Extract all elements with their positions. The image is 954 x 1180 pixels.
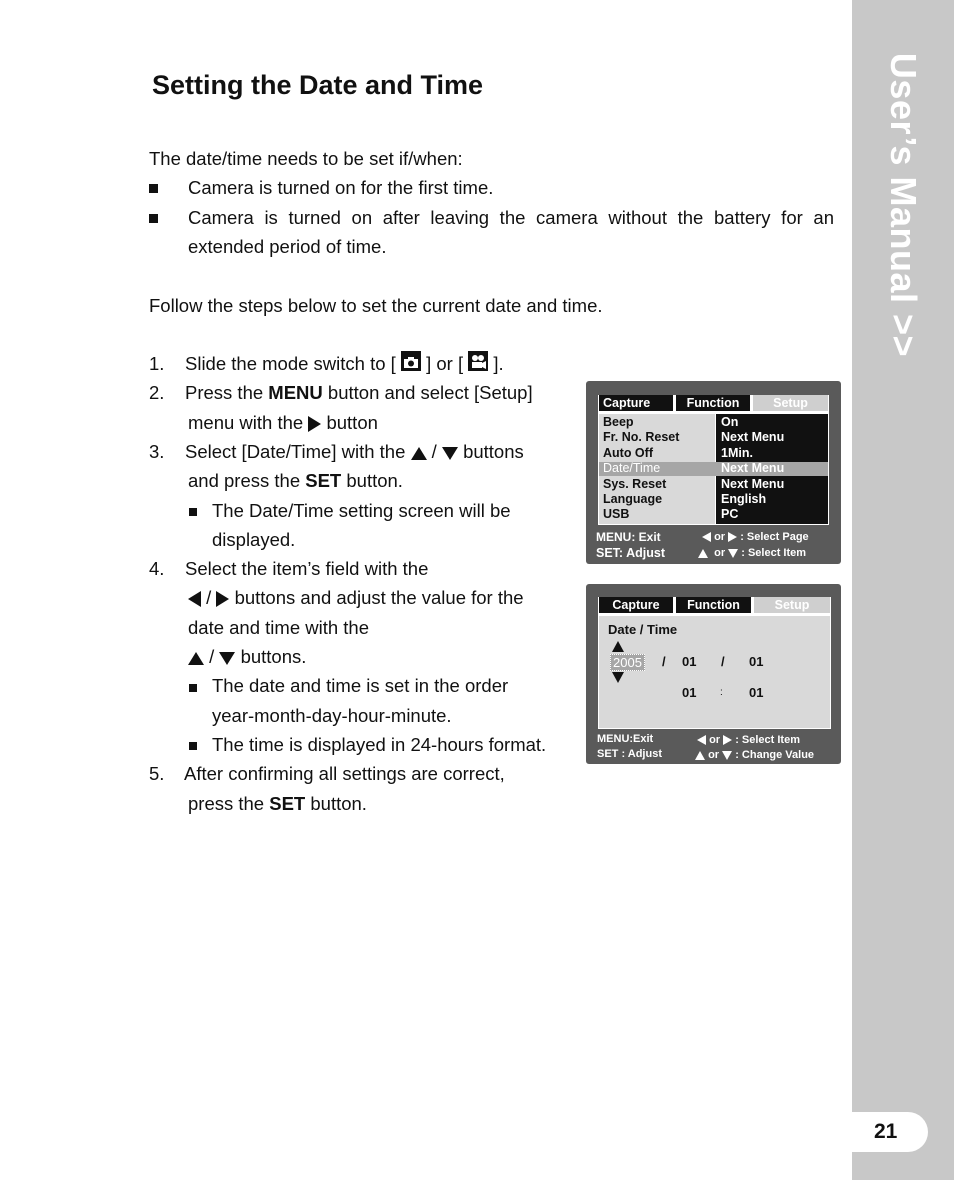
menu-keyword: MENU (268, 382, 323, 403)
up-arrow-icon (411, 447, 427, 460)
step-5-line2-tail: button. (305, 793, 367, 814)
follow-line: Follow the steps below to set the current date and time. (149, 295, 603, 316)
set-keyword: SET (305, 470, 342, 491)
tab-setup: Setup (754, 597, 830, 613)
tab-setup: Setup (753, 395, 828, 411)
menu-item-label[interactable]: USB (603, 507, 630, 522)
down-arrow-icon (442, 447, 458, 460)
left-arrow-icon (702, 532, 711, 542)
left-arrow-icon (697, 735, 706, 745)
step-4-line2-text: buttons and adjust the value for the (234, 587, 524, 608)
tab-function: Function (676, 395, 750, 411)
up-arrow-icon (188, 652, 204, 665)
bullet-icon (149, 184, 158, 193)
bullet-icon (189, 684, 197, 692)
menu-item-value: 1Min. (721, 445, 753, 460)
down-arrow-icon (612, 672, 624, 683)
select-item-text: : Select Item (735, 734, 800, 746)
datetime-heading: Date / Time (608, 622, 678, 637)
menu-item-value: On (721, 415, 739, 429)
menu-item-label[interactable]: Date/Time (603, 461, 661, 476)
set-keyword: SET (269, 793, 306, 814)
camera-icon (401, 351, 421, 371)
intro-line: The date/time needs to be set if/when: (149, 148, 463, 169)
status-menu-exit: MENU:Exit (597, 733, 654, 745)
date-slash-1: / (662, 654, 666, 669)
tab-capture: Capture (599, 395, 673, 411)
tab-function: Function (676, 597, 751, 613)
step-3-sub-1: The Date/Time setting screen will be (212, 500, 511, 521)
down-arrow-icon (722, 751, 732, 760)
step-2 (149, 378, 533, 407)
select-page-text: : Select Page (740, 531, 809, 543)
step-3-text: Select [Date/Time] with the (185, 441, 406, 462)
step-3-line-2 (188, 466, 403, 495)
menu-item-value: English (721, 492, 767, 506)
step-4-sub-1a: The date and time is set in the order (212, 675, 509, 696)
step-4-line-3: date and time with the (188, 617, 369, 638)
hour-field: 01 (682, 685, 697, 700)
step-4-line-4 (188, 642, 306, 671)
step-3-sub-2: displayed. (212, 529, 296, 550)
status-hint-page (702, 531, 809, 543)
screen-frame (598, 395, 829, 525)
step-2-line-2 (188, 408, 378, 437)
status-hint-item (698, 547, 806, 559)
or-text: or (709, 734, 721, 746)
intro-bullet-1: Camera is turned on for the first time. (188, 177, 494, 198)
separator: / (206, 587, 212, 608)
step-4-text: Select the item’s field with the (185, 558, 429, 579)
time-colon: : (720, 687, 723, 698)
status-menu-exit: MENU: Exit (596, 530, 661, 544)
status-set-adjust: SET: Adjust (596, 546, 665, 560)
step-1 (149, 349, 504, 378)
menu-item-value: Next Menu (721, 430, 785, 445)
step-5-line-2 (188, 789, 367, 818)
up-arrow-icon (695, 751, 705, 760)
step-number: 4. (149, 558, 165, 579)
up-arrow-icon (612, 641, 624, 652)
menu-item-label[interactable]: Sys. Reset (603, 476, 667, 491)
menu-item-value: Next Menu (721, 476, 785, 491)
right-arrow-icon (728, 532, 737, 542)
right-arrow-icon (308, 416, 321, 432)
page-number: 21 (846, 1112, 928, 1152)
right-arrow-icon (723, 735, 732, 745)
step-2-line2-tail: button (326, 412, 378, 433)
left-arrow-icon (188, 591, 201, 607)
menu-item-label[interactable]: Language (603, 492, 663, 506)
step-3-text-b: buttons (463, 441, 524, 462)
step-5-line2-text: press the (188, 793, 270, 814)
sidebar-title: User’s Manual >> (883, 52, 924, 358)
step-2-text-b: button and select [Setup] (322, 382, 533, 403)
up-arrow-icon (698, 549, 708, 558)
step-1-text-b: ] or [ (426, 353, 464, 374)
step-2-text: Press the (185, 382, 269, 403)
step-number: 2. (149, 382, 165, 403)
step-number: 1. (149, 353, 165, 374)
step-number: 3. (149, 441, 165, 462)
movie-icon (468, 351, 488, 371)
status-set-adjust: SET : Adjust (597, 748, 662, 760)
menu-item-label[interactable]: Beep (603, 415, 634, 429)
date-slash-2: / (721, 654, 725, 669)
step-4 (149, 554, 428, 583)
menu-item-label[interactable]: Auto Off (603, 445, 653, 460)
step-5-text: After confirming all settings are correct, (183, 763, 505, 784)
separator: / (209, 646, 215, 667)
screen-frame (598, 597, 831, 729)
step-number: 5. (149, 763, 165, 784)
select-item-text: : Select Item (741, 547, 807, 559)
change-value-text: : Change Value (735, 749, 815, 761)
day-field: 01 (749, 654, 764, 669)
step-4-sub-1b: year-month-day-hour-minute. (212, 705, 452, 726)
bullet-icon (189, 742, 197, 750)
status-hint-item (697, 734, 800, 746)
intro-bullet-2: Camera is turned on after leaving the camera without the battery for an extended period of time. (188, 207, 834, 257)
or-text: or (708, 749, 720, 761)
menu-item-label[interactable]: Fr. No. Reset (603, 430, 680, 445)
datetime-screen (586, 584, 841, 764)
setup-menu-screen (586, 381, 841, 564)
month-field: 01 (682, 654, 697, 669)
tab-capture: Capture (599, 597, 673, 613)
step-1-text: Slide the mode switch to [ (185, 353, 396, 374)
step-4-line4-text: buttons. (240, 646, 307, 667)
or-text: or (714, 547, 726, 559)
page-title: Setting the Date and Time (152, 70, 484, 100)
down-arrow-icon (219, 652, 235, 665)
menu-item-value: PC (721, 507, 739, 522)
step-3 (149, 437, 524, 466)
bullet-icon (149, 214, 158, 223)
down-arrow-icon (728, 549, 738, 558)
step-3-line2-text: and press the (188, 470, 306, 491)
or-text: or (714, 531, 726, 543)
step-5 (149, 759, 505, 788)
right-arrow-icon (216, 591, 229, 607)
minute-field: 01 (749, 685, 764, 700)
step-1-text-c: ]. (493, 353, 504, 374)
year-field: 2005 (610, 654, 645, 671)
menu-item-value: Next Menu (721, 461, 785, 476)
step-2-line2-text: menu with the (188, 412, 304, 433)
step-4-line-2 (188, 583, 524, 612)
separator: / (431, 441, 437, 462)
bullet-icon (189, 508, 197, 516)
step-4-sub-2: The time is displayed in 24-hours format. (212, 734, 547, 755)
step-3-line2-tail: button. (341, 470, 403, 491)
status-hint-value (695, 749, 814, 761)
